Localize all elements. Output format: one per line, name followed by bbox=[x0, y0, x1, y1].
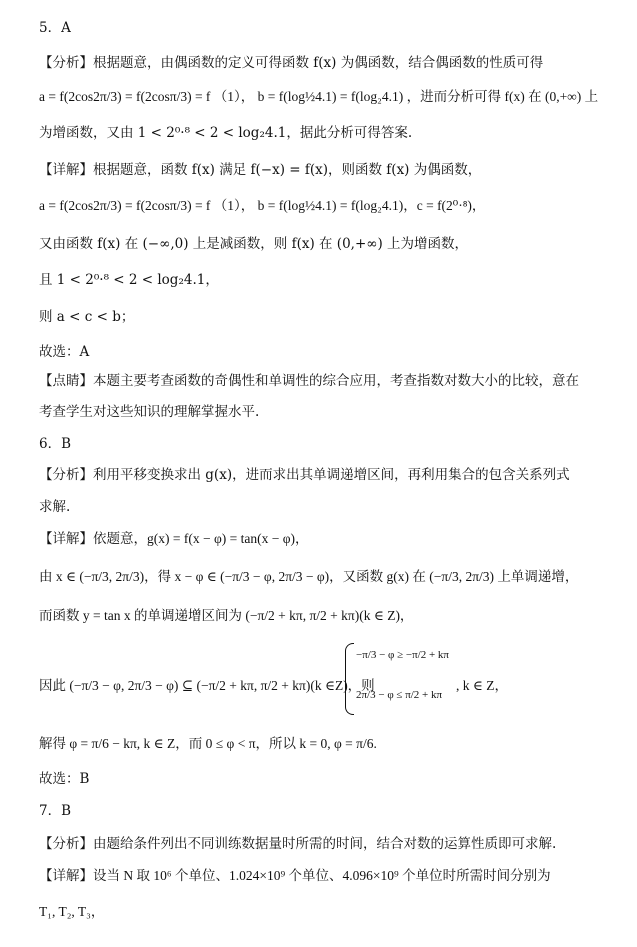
detail-5-result: 则 a < c < b； bbox=[39, 309, 135, 325]
detail-6-inclusion: 因此 (−π/3 − φ, 2π/3 − φ) ⊆ (−π/2 + kπ, π/2 + kπ)(k ∈Z)，则 bbox=[39, 678, 375, 693]
detail-5-comparison: 且 1 < 2⁰·⁸ < 2 < log₂4.1， bbox=[39, 272, 219, 288]
detail-5-formula: a = f(2cos2π/3) = f(2cosπ/3) = f （1）， b = f(log½4.1) = f(log₂4.1)，c = f(2⁰·⁸)， bbox=[39, 198, 486, 213]
detail-7-times: T₁, T₂, T₃， bbox=[39, 904, 105, 919]
detail-6-domain: 由 x ∈ (−π/3, 2π/3)，得 x − φ ∈ (−π/3 − φ, 2π/3 − φ)，又函数 g(x) 在 (−π/3, 2π/3) 上单调递增， bbox=[39, 569, 579, 584]
analysis-6-line-2: 求解. bbox=[39, 499, 71, 515]
inequality-condition: , k ∈ Z， bbox=[456, 678, 508, 693]
detail-7: 【详解】设当 N 取 10⁶ 个单位、1.024×10⁹ 个单位、4.096×10⁹ 个单位时所需时间分别为 bbox=[39, 868, 551, 883]
answer-5: 5．A bbox=[39, 20, 71, 36]
inequality-1: −π/3 − φ ≥ −π/2 + kπ bbox=[356, 649, 449, 661]
answer-6: 6．B bbox=[39, 436, 72, 452]
choice-6: 故选：B bbox=[39, 771, 90, 787]
comment-5-line-2: 考查学生对这些知识的理解掌握水平. bbox=[39, 404, 260, 420]
analysis-5-conclusion: 为增函数，又由 1 < 2⁰·⁸ < 2 < log₂4.1，据此分析可得答案. bbox=[39, 125, 413, 141]
inequality-2: 2π/3 − φ ≤ π/2 + kπ bbox=[356, 689, 443, 701]
detail-5: 【详解】根据题意，函数 f(x) 满足 f(−x) = f(x)，则函数 f(x) 为偶函数， bbox=[39, 162, 482, 178]
analysis-5-formula: a = f(2cos2π/3) = f(2cosπ/3) = f （1）， b = f(log½4.1) = f(log₂4.1) ，进而分析可得 f(x) 在 (0,+∞) 上 bbox=[39, 89, 599, 104]
detail-6-tan-interval: 而函数 y = tan x 的单调递增区间为 (−π/2 + kπ, π/2 + kπ)(k ∈ Z)， bbox=[39, 608, 414, 623]
comment-5-line-1: 【点睛】本题主要考查函数的奇偶性和单调性的综合应用，考查指数对数大小的比较，意在 bbox=[39, 373, 579, 389]
detail-6-solution: 解得 φ = π/6 − kπ, k ∈ Z，而 0 ≤ φ < π，所以 k = 0, φ = π/6. bbox=[39, 736, 377, 751]
analysis-5: 【分析】根据题意，由偶函数的定义可得函数 f(x) 为偶函数，结合偶函数的性质可得 bbox=[39, 55, 544, 71]
analysis-7: 【分析】由题给条件列出不同训练数据量时所需的时间，结合对数的运算性质即可求解. bbox=[39, 836, 557, 852]
answer-7: 7．B bbox=[39, 803, 72, 819]
detail-5-monotonic: 又由函数 f(x) 在 (−∞,0) 上是减函数，则 f(x) 在 (0,+∞) 上为增函数， bbox=[39, 236, 469, 252]
detail-6: 【详解】依题意，g(x) = f(x − φ) = tan(x − φ)， bbox=[39, 531, 309, 546]
choice-5: 故选：A bbox=[39, 344, 90, 360]
analysis-6-line-1: 【分析】利用平移变换求出 g(x)，进而求出其单调递增区间，再利用集合的包含关系列式 bbox=[39, 467, 570, 483]
system-brace bbox=[345, 643, 354, 715]
